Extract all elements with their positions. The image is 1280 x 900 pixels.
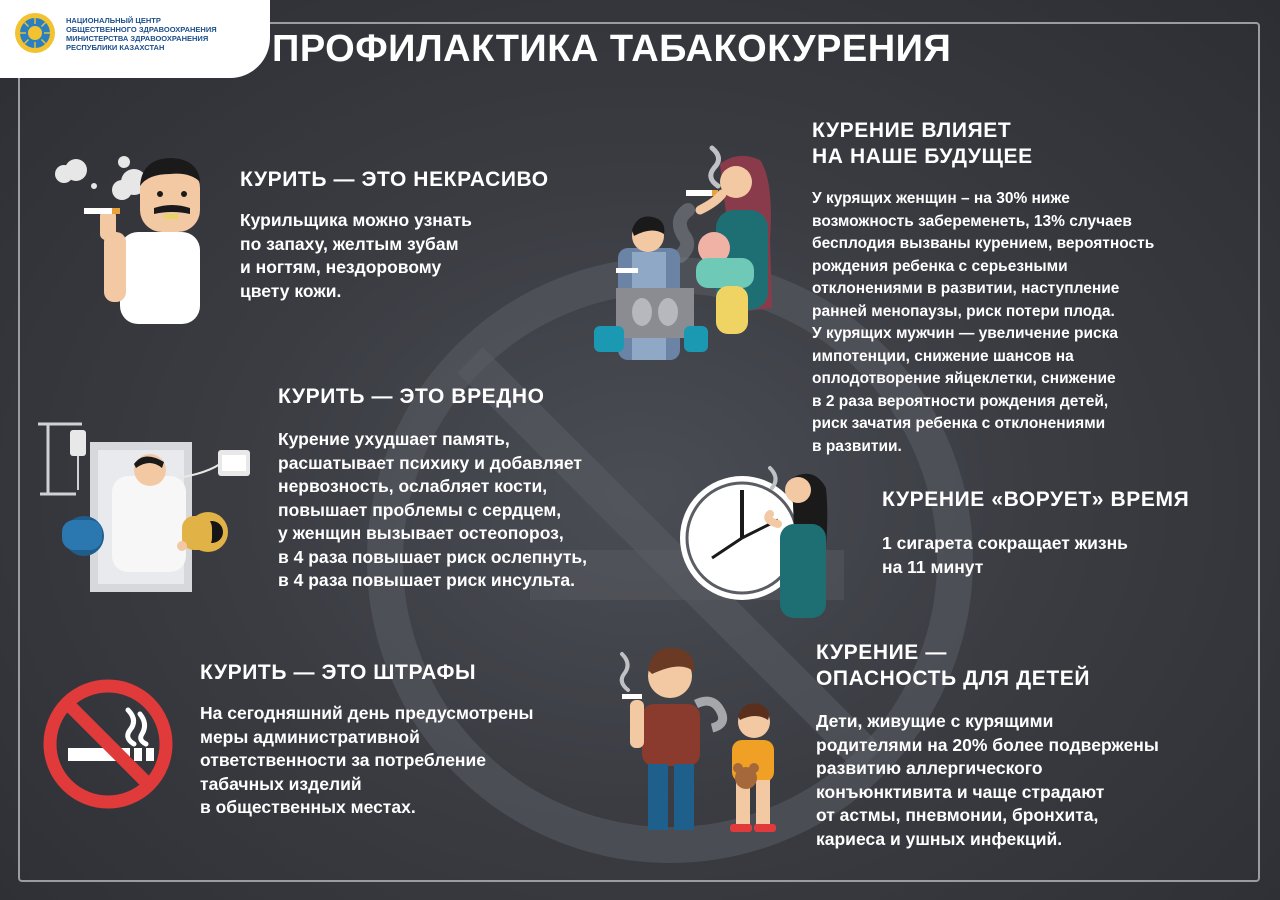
text-line: отклонениями в развитии, наступление bbox=[812, 280, 1120, 297]
text-line: в общественных местах. bbox=[200, 797, 416, 817]
logo-line: РЕСПУБЛИКИ КАЗАХСТАН bbox=[66, 43, 165, 52]
text-line: бесплодия вызваны курением, вероятность bbox=[812, 235, 1155, 252]
text-line: меры административной bbox=[200, 726, 420, 747]
text-line: и ногтям, нездоровому bbox=[240, 257, 442, 277]
section-text bbox=[816, 710, 1159, 851]
section-heading bbox=[812, 118, 1033, 170]
smoker-man-icon bbox=[44, 152, 214, 324]
text-line: У курящих женщин – на 30% ниже bbox=[812, 190, 1070, 207]
hospital-patient-icon bbox=[32, 420, 254, 596]
parent-child-smoke-icon bbox=[612, 640, 790, 834]
text-line: в развитии. bbox=[812, 437, 902, 455]
section-text bbox=[882, 532, 1128, 579]
no-smoking-icon bbox=[42, 678, 174, 810]
clock-woman-icon bbox=[680, 458, 850, 618]
emblem-icon bbox=[14, 12, 56, 54]
heading-line: ОПАСНОСТЬ ДЛЯ ДЕТЕЙ bbox=[816, 667, 1091, 690]
text-line: кариеса и ушных инфекций. bbox=[816, 828, 1063, 849]
text-line: в 4 раза повышает риск инсульта. bbox=[278, 570, 575, 590]
section-heading: КУРИТЬ — ЭТО НЕКРАСИВО bbox=[240, 168, 549, 191]
section-heading: КУРИТЬ — ЭТО ШТРАФЫ bbox=[200, 661, 477, 684]
text-line: родителями на 20% более подвержены bbox=[816, 734, 1159, 755]
logo-line: ОБЩЕСТВЕННОГО ЗДРАВООХРАНЕНИЯ bbox=[66, 25, 217, 34]
logo-text bbox=[66, 16, 256, 52]
text-line: расшатывает психику и добавляет bbox=[278, 452, 582, 473]
section-heading bbox=[816, 640, 1090, 692]
logo-card bbox=[0, 0, 270, 78]
text-line: Курильщика можно узнать bbox=[240, 210, 472, 230]
text-line: в 2 раза вероятности рождения детей, bbox=[812, 392, 1109, 410]
heading-line: НА НАШЕ БУДУЩЕЕ bbox=[812, 145, 1033, 168]
section-text bbox=[200, 702, 534, 820]
text-line: У курящих мужчин — увеличение риска bbox=[812, 325, 1119, 342]
text-line: На сегодняшний день предусмотрены bbox=[200, 703, 534, 723]
text-line: конъюнктивита и чаще страдают bbox=[816, 781, 1105, 802]
text-line: рождения ребенка с серьезными bbox=[812, 257, 1068, 275]
heading-line: КУРЕНИЕ ВЛИЯЕТ bbox=[812, 119, 1012, 142]
text-line: развитию аллергического bbox=[816, 758, 1043, 778]
heading-line: КУРЕНИЕ — bbox=[816, 641, 947, 664]
text-line: Дети, живущие с курящими bbox=[816, 711, 1054, 731]
section-heading: КУРИТЬ — ЭТО ВРЕДНО bbox=[278, 385, 545, 408]
text-line: от астмы, пневмонии, бронхита, bbox=[816, 805, 1099, 825]
text-line: повышает проблемы с сердцем, bbox=[278, 499, 562, 520]
section-text bbox=[278, 428, 587, 593]
text-line: 1 сигарета сокращает жизнь bbox=[882, 533, 1128, 553]
text-line: по запаху, желтым зубам bbox=[240, 233, 459, 254]
text-line: возможность забеременеть, 13% случаев bbox=[812, 212, 1132, 230]
section-text bbox=[812, 188, 1154, 458]
text-line: в 4 раза повышает риск ослепнуть, bbox=[278, 546, 588, 567]
text-line: у женщин вызывает остеопороз, bbox=[278, 523, 564, 543]
text-line: импотенции, снижение шансов на bbox=[812, 347, 1074, 365]
section-text bbox=[240, 209, 472, 303]
page-title: ПРОФИЛАКТИКА ТАБАКОКУРЕНИЯ bbox=[272, 28, 952, 70]
text-line: нервозность, ослабляет кости, bbox=[278, 476, 548, 496]
text-line: ранней менопаузы, риск потери плода. bbox=[812, 302, 1115, 320]
family-smoking-icon bbox=[588, 140, 788, 362]
text-line: ответственности за потребление bbox=[200, 750, 486, 770]
text-line: табачных изделий bbox=[200, 773, 362, 794]
section-heading: КУРЕНИЕ «ВОРУЕТ» ВРЕМЯ bbox=[882, 488, 1190, 511]
logo-line: НАЦИОНАЛЬНЫЙ ЦЕНТР bbox=[66, 16, 161, 25]
text-line: цвету кожи. bbox=[240, 280, 342, 301]
text-line: на 11 минут bbox=[882, 556, 984, 577]
text-line: оплодотворение яйцеклетки, снижение bbox=[812, 370, 1116, 387]
text-line: риск зачатия ребенка с отклонениями bbox=[812, 415, 1106, 432]
logo-line: МИНИСТЕРСТВА ЗДРАВООХРАНЕНИЯ bbox=[66, 34, 209, 43]
text-line: Курение ухудшает память, bbox=[278, 429, 510, 449]
